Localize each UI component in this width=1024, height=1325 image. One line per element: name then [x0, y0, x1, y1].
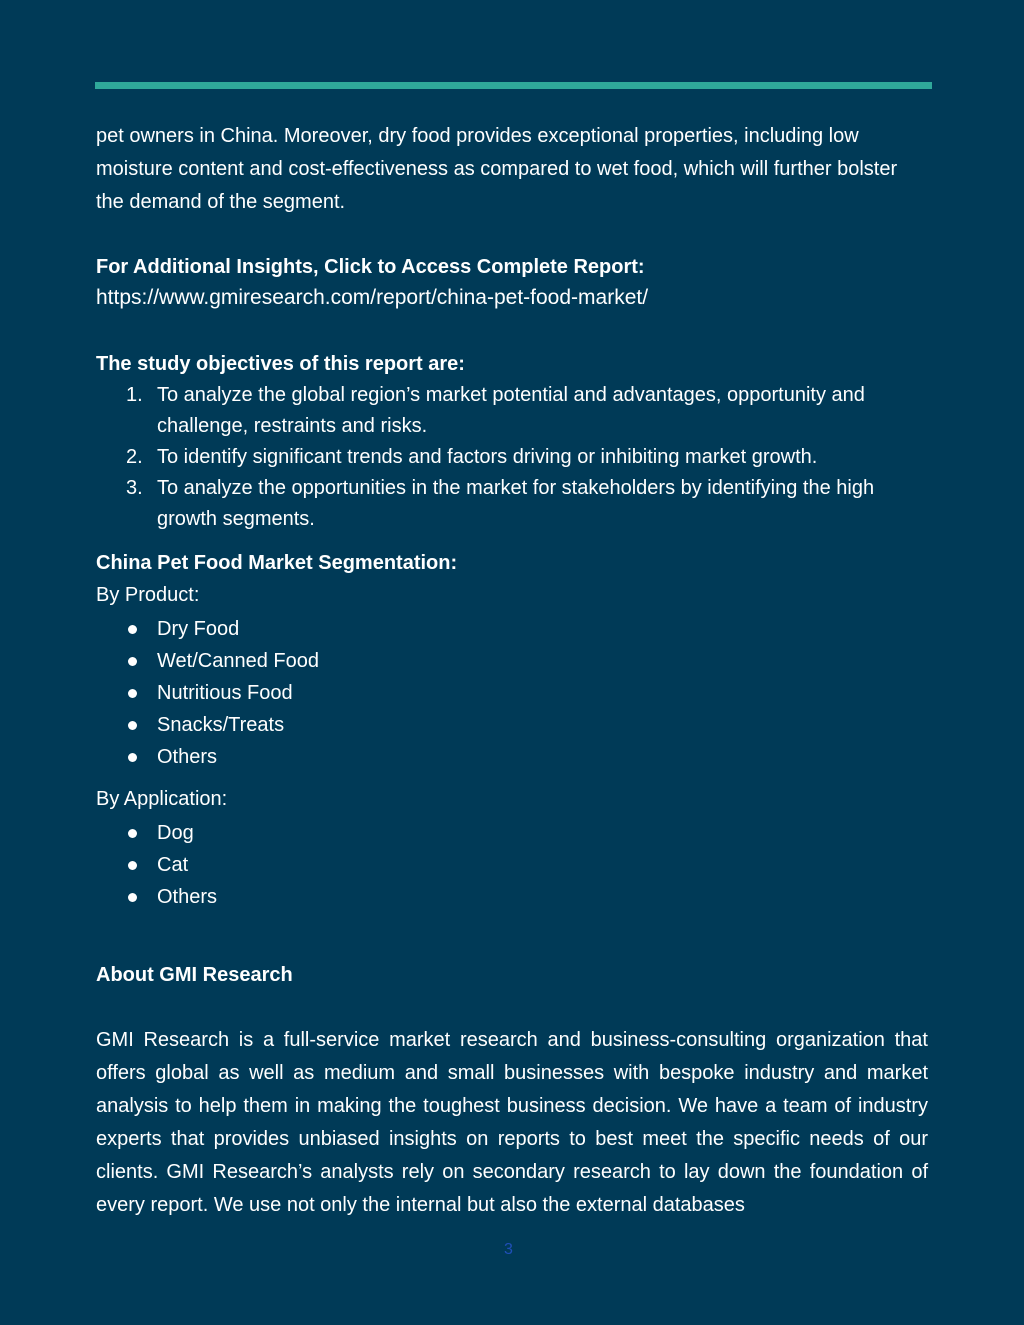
about-heading: About GMI Research	[96, 964, 293, 986]
bullet-icon	[128, 657, 137, 666]
report-link[interactable]: https://www.gmiresearch.com/report/china-pet-food-market/	[96, 286, 649, 309]
by-product-label: By Product:	[96, 584, 200, 606]
list-item-text: Dry Food	[157, 618, 240, 640]
list-item-text: Others	[157, 746, 218, 768]
list-item-text: Snacks/Treats	[157, 714, 285, 736]
list-item-text: Cat	[157, 854, 189, 876]
list-item	[96, 677, 928, 709]
objective-text: To identify significant trends and factors driving or inhibiting market growth.	[157, 446, 818, 468]
list-item	[96, 709, 928, 741]
page-content	[96, 120, 928, 1222]
list-item	[96, 645, 928, 677]
application-list	[96, 817, 928, 913]
objective-number: 3.	[126, 477, 143, 499]
list-item	[96, 741, 928, 773]
by-application-label: By Application:	[96, 788, 228, 810]
objective-item	[96, 442, 928, 473]
product-list	[96, 613, 928, 773]
list-item-text: Wet/Canned Food	[157, 650, 319, 672]
top-accent-rule	[95, 82, 932, 89]
objective-item	[96, 380, 928, 442]
objective-number: 1.	[126, 384, 143, 406]
page-number: 3	[504, 1241, 513, 1258]
list-item-text: Dog	[157, 822, 194, 844]
list-item	[96, 881, 928, 913]
list-item-text: Nutritious Food	[157, 682, 293, 704]
objective-text: To analyze the opportunities in the market for stakeholders by identifying the high growth segments.	[157, 477, 875, 530]
list-item	[96, 849, 928, 881]
objective-number: 2.	[126, 446, 143, 468]
segmentation-heading: China Pet Food Market Segmentation:	[96, 552, 458, 574]
objective-text: To analyze the global region’s market potential and advantages, opportunity and challenge, restraints and risks.	[157, 384, 865, 437]
bullet-icon	[128, 689, 137, 698]
bullet-icon	[128, 721, 137, 730]
list-item	[96, 817, 928, 849]
lead-paragraph: pet owners in China. Moreover, dry food provides exceptional properties, including low moisture content and cost-effectiveness as compared to wet food, which will further bolster the demand of the segment.	[96, 125, 898, 213]
objectives-heading: The study objectives of this report are:	[96, 353, 465, 375]
bullet-icon	[128, 625, 137, 634]
list-item	[96, 613, 928, 645]
insights-heading: For Additional Insights, Click to Access Complete Report:	[96, 256, 645, 278]
bullet-icon	[128, 829, 137, 838]
bullet-icon	[128, 861, 137, 870]
bullet-icon	[128, 753, 137, 762]
objectives-list	[96, 380, 928, 535]
bullet-icon	[128, 893, 137, 902]
about-paragraph: GMI Research is a full-service market research and business-consulting organization that offers global as well as medium and small businesses with bespoke industry and market analysis to help them in making the toughest business decision. We have a team of industry experts that provides unbiased insights on reports to best meet the specific needs of our clients. GMI Research’s analysts rely on secondary research to lay down the foundation of every report. We use not only the internal but also the external databases	[96, 1029, 928, 1216]
objective-item	[96, 473, 928, 535]
list-item-text: Others	[157, 886, 218, 908]
